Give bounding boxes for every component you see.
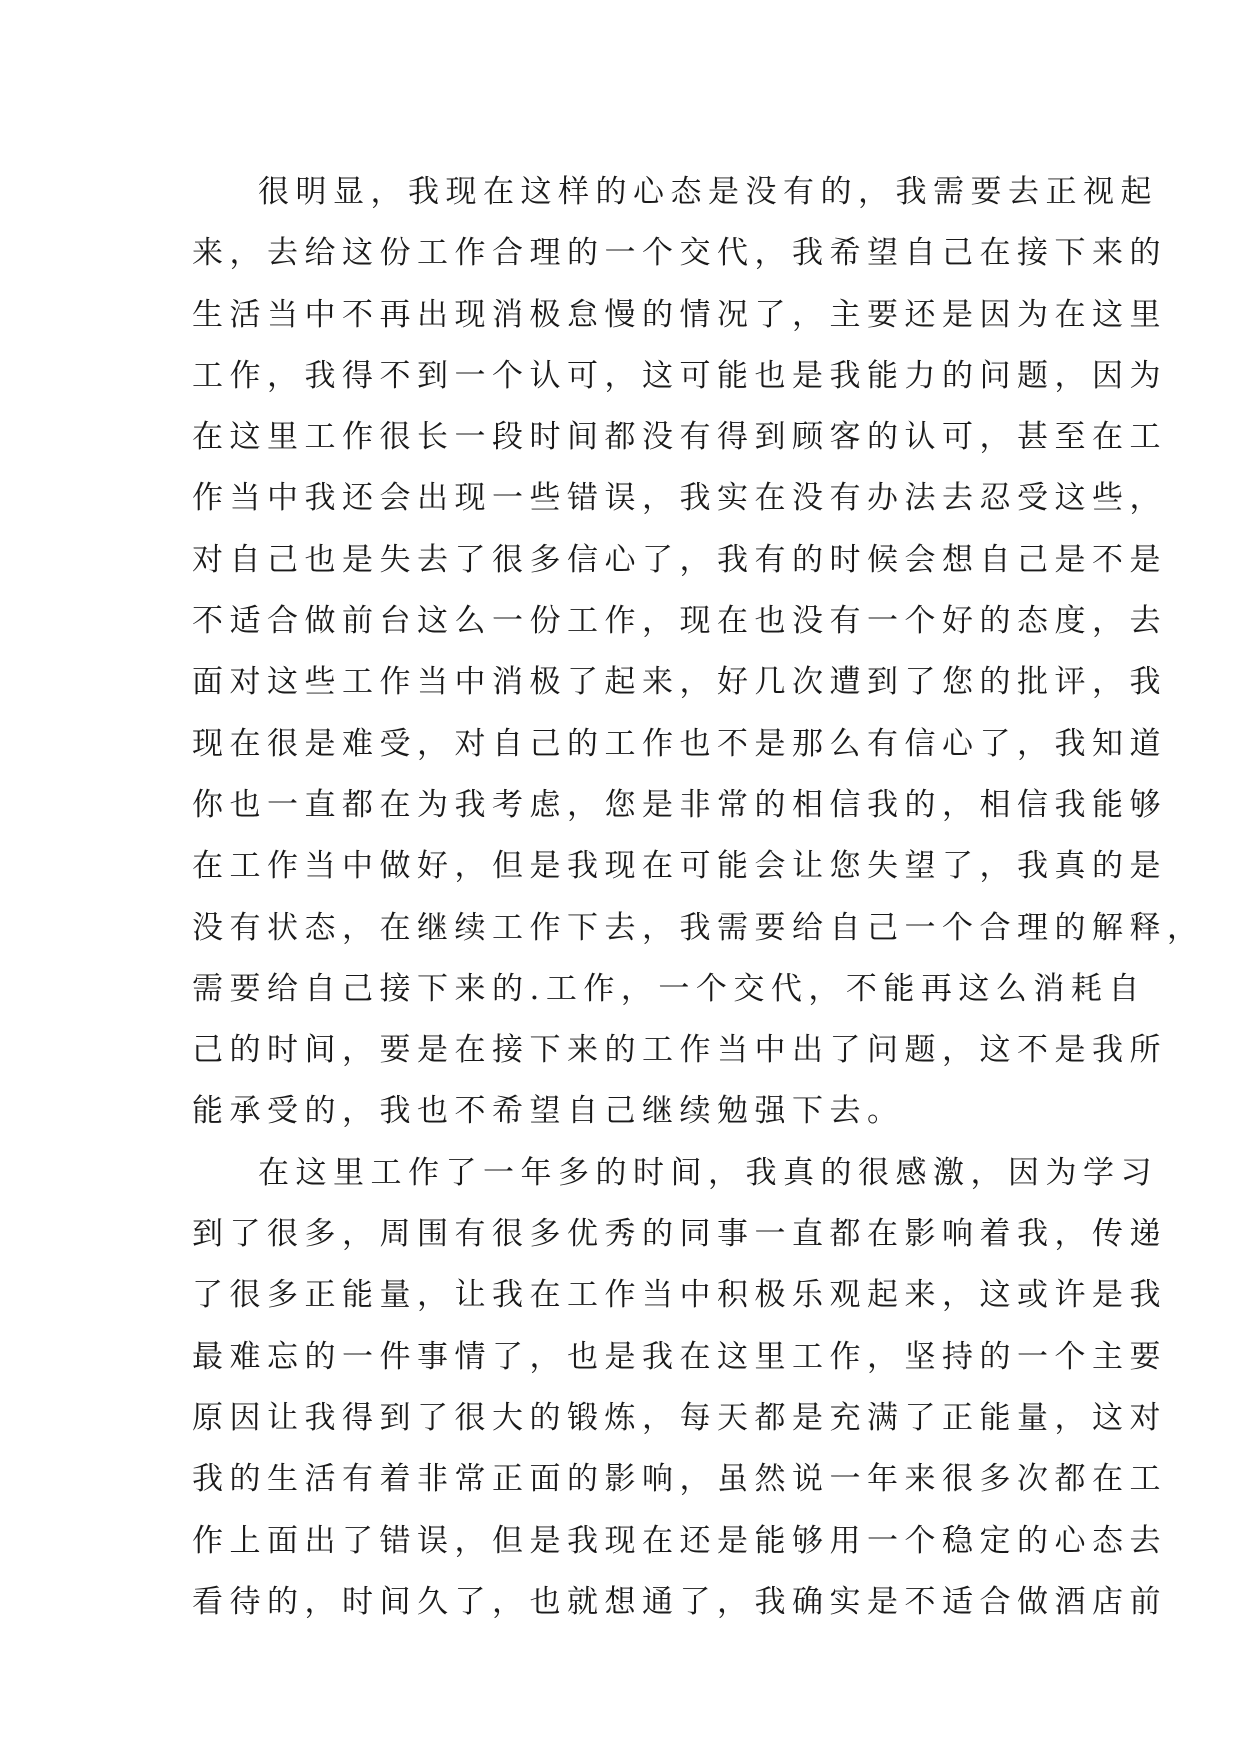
text-line: 在这里工作了一年多的时间，我真的很感激，因为学习 <box>258 1154 1158 1191</box>
text-line: 现在很是难受，对自己的工作也不是那么有信心了，我知道 <box>192 725 1167 762</box>
text-line: 需要给自己接下来的.工作，一个交代，不能再这么消耗自 <box>192 970 1146 1007</box>
text-line: 来，去给这份工作合理的一个交代，我希望自己在接下来的 <box>192 235 1167 272</box>
text-line: 工作，我得不到一个认可，这可能也是我能力的问题，因为 <box>192 357 1167 394</box>
paragraph-2 <box>192 1143 1167 1633</box>
text-line: 生活当中不再出现消极怠慢的情况了，主要还是因为在这里 <box>192 296 1167 333</box>
text-line: 在这里工作很长一段时间都没有得到顾客的认可，甚至在工 <box>192 419 1167 456</box>
text-line: 作当中我还会出现一些错误，我实在没有办法去忍受这些， <box>192 480 1167 517</box>
text-line: 到了很多，周围有很多优秀的同事一直都在影响着我，传递 <box>192 1216 1167 1253</box>
text-line: 己的时间，要是在接下来的工作当中出了问题，这不是我所 <box>192 1032 1167 1069</box>
text-line: 我的生活有着非常正面的影响，虽然说一年来很多次都在工 <box>192 1461 1167 1498</box>
text-line: 了很多正能量，让我在工作当中积极乐观起来，这或许是我 <box>192 1277 1167 1314</box>
text-line: 很明显，我现在这样的心态是没有的，我需要去正视起 <box>258 174 1158 210</box>
text-line: 不适合做前台这么一份工作，现在也没有一个好的态度，去 <box>192 603 1167 640</box>
text-line: 在工作当中做好，但是我现在可能会让您失望了，我真的是 <box>192 848 1167 885</box>
text-line: 对自己也是失去了很多信心了，我有的时候会想自己是不是 <box>192 541 1167 578</box>
text-line: 你也一直都在为我考虑，您是非常的相信我的，相信我能够 <box>192 786 1167 823</box>
text-line: 面对这些工作当中消极了起来，好几次遭到了您的批评，我 <box>192 664 1167 701</box>
text-line: 看待的，时间久了，也就想通了，我确实是不适合做酒店前 <box>192 1583 1167 1620</box>
text-line: 能承受的，我也不希望自己继续勉强下去。 <box>192 1093 905 1130</box>
text-line: 作上面出了错误，但是我现在还是能够用一个稳定的心态去 <box>192 1522 1167 1559</box>
paragraph-1 <box>192 162 1205 1143</box>
text-line: 最难忘的一件事情了，也是我在这里工作，坚持的一个主要 <box>192 1338 1167 1375</box>
body-text <box>192 162 1205 1633</box>
text-line: 没有状态，在继续工作下去，我需要给自己一个合理的解释， <box>192 909 1205 946</box>
text-line: 原因让我得到了很大的锻炼，每天都是充满了正能量，这对 <box>192 1399 1167 1436</box>
